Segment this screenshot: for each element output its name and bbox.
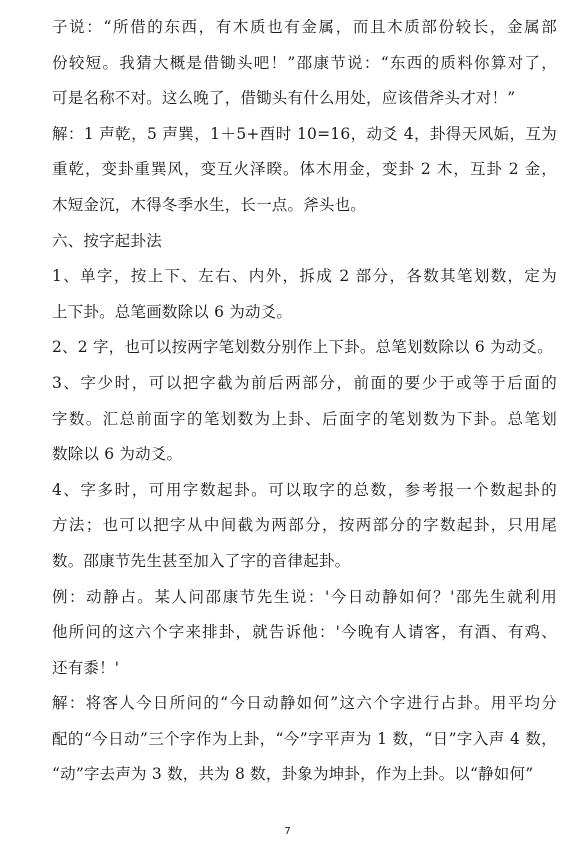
- text-line: 数。邵康节先生甚至加入了字的音律起卦。: [52, 551, 351, 570]
- text-line: 子说：“所借的东西，有木质也有金属，而且木质部份较长，金属部: [52, 18, 557, 36]
- text-line: 六、按字起卦法: [52, 231, 162, 250]
- paragraph-section-heading: [52, 224, 557, 260]
- paragraph-rule-2: [52, 330, 557, 366]
- text-line: 重乾，变卦重巽风，变互火泽睽。体木用金，变卦 2 木，互卦 2 金，: [52, 160, 557, 179]
- text-line: 还有黍！': [52, 658, 120, 677]
- text-line: 木短金沉，木得冬季水生，长一点。斧头也。: [52, 195, 367, 214]
- text-line: 2、2 字，也可以按两字笔划数分别作上下卦。总笔划数除以 6 为动爻。: [52, 338, 553, 357]
- paragraph-example: [52, 580, 557, 687]
- text-line: 1、单字，按上下、左右、内外，拆成 2 部分，各数其笔划数，定为: [52, 267, 557, 286]
- text-line: 上下卦。总笔画数除以 6 为动爻。: [52, 302, 293, 321]
- text-line: “动”字去声为 3 数，共为 8 数，卦象为坤卦，作为上卦。以“静如何”: [52, 765, 534, 784]
- paragraph-solution-1: [52, 117, 557, 224]
- text-line: 份较短。我猜大概是借锄头吧！”邵康节说：“东西的质料你算对了，: [52, 53, 557, 72]
- page-number: 7: [284, 826, 291, 837]
- text-line: 可是名称不对。这么晚了，借锄头有什么用处，应该借斧头才对！”: [52, 89, 516, 108]
- text-line: 3、字少时，可以把字截为前后两部分，前面的要少于或等于后面的: [52, 373, 557, 392]
- text-line: 配的“今日动”三个字作为上卦，“今”字平声为 1 数，“日”字入声 4 数，: [52, 729, 557, 748]
- text-line: 数除以 6 为动爻。: [52, 445, 183, 464]
- paragraph-solution-2: [52, 686, 557, 793]
- body-text: [52, 10, 557, 793]
- paragraph-quote-continuation: [52, 10, 557, 117]
- text-line: 4、字多时，可用字数起卦。可以取字的总数，参考报一个数起卦的: [52, 480, 557, 499]
- text-line: 他所问的这六个字来排卦，就告诉他：'今晚有人请客，有酒、有鸡、: [52, 623, 557, 642]
- text-line: 字数。汇总前面字的笔划数为上卦、后面字的笔划数为下卦。总笔划: [52, 409, 557, 428]
- text-line: 方法；也可以把字从中间截为两部分，按两部分的字数起卦，只用尾: [52, 516, 557, 535]
- paragraph-rule-1: [52, 259, 557, 330]
- paragraph-rule-3: [52, 366, 557, 473]
- text-line: 例：动静占。某人问邵康节先生说：'今日动静如何？'邵先生就利用: [52, 587, 557, 606]
- paragraph-rule-4: [52, 473, 557, 580]
- text-line: 解：1 声乾，5 声巽，1＋5+酉时 10=16，动爻 4，卦得天风姤，互为: [52, 124, 557, 143]
- text-line: 解：将客人今日所问的“今日动静如何”这六个字进行占卦。用平均分: [52, 694, 557, 713]
